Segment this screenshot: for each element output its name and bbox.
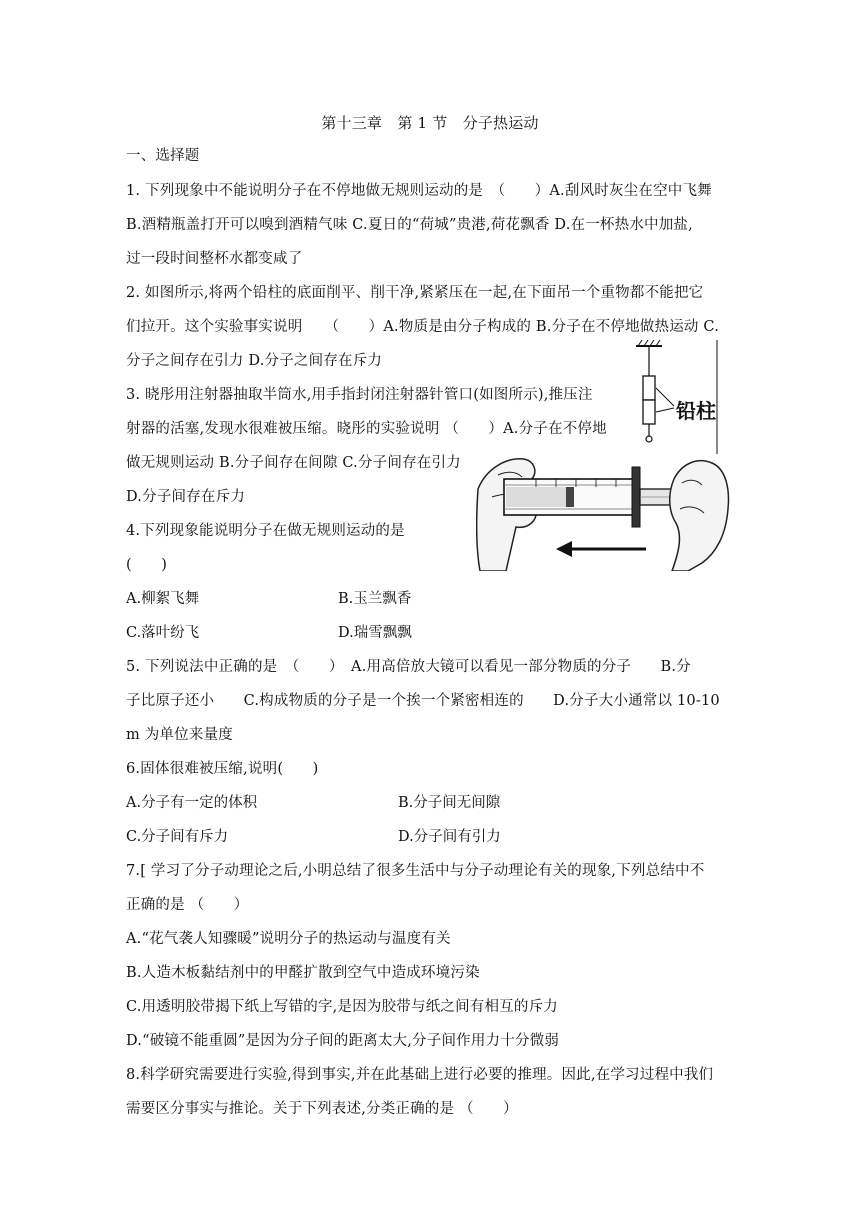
q6-option-d: D.分子间有引力: [398, 829, 501, 845]
lead-cylinder-figure: [622, 340, 722, 460]
q4-option-b: B.玉兰飘香: [338, 591, 412, 607]
section-heading: 一、选择题: [126, 148, 200, 164]
q2-line-1: 2. 如图所示,将两个铅柱的底面削平、削干净,紧紧压在一起,在下面吊一个重物都不能把它: [126, 285, 704, 301]
q4-option-a: A.柳絮飞舞: [126, 591, 200, 607]
q2-line-2: 们拉开。这个实验事实说明 （ ）A.物质是由分子构成的 B.分子在不停地做热运动 C.: [126, 319, 719, 335]
q2-line-3: 分子之间存在引力 D.分子之间存在斥力: [126, 353, 383, 369]
syringe-figure: [476, 449, 732, 571]
q5-line-2: 子比原子还小 C.构成物质的分子是一个挨一个紧密相连的 D.分子大小通常以 10-10: [126, 693, 720, 709]
q6-stem: 6.固体很难被压缩,说明( ): [126, 761, 319, 777]
q3-line-3: 做无规则运动 B.分子间存在间隙 C.分子间存在引力: [126, 455, 461, 471]
q8-line-1: 8.科学研究需要进行实验,得到事实,并在此基础上进行必要的推理。因此,在学习过程中我们: [126, 1067, 714, 1083]
q4-option-c: C.落叶纷飞: [126, 625, 200, 641]
q1-line-1: 1. 下列现象中不能说明分子在不停地做无规则运动的是 （ ）A.刮风时灰尘在空中飞舞: [126, 183, 712, 199]
figure-label: 铅柱: [676, 399, 716, 423]
q4-stem: 4.下列现象能说明分子在做无规则运动的是: [126, 523, 405, 539]
q7-option-b: B.人造木板黏结剂中的甲醛扩散到空气中造成环境污染: [126, 965, 480, 981]
q7-line-1: 7.[ 学习了分子动理论之后,小明总结了很多生活中与分子动理论有关的现象,下列总结中不: [126, 863, 705, 879]
q4-paren: ( ): [126, 557, 168, 573]
q5-line-3: m 为单位来量度: [126, 727, 233, 743]
q3-line-2: 射器的活塞,发现水很难被压缩。晓彤的实验说明 （ ）A.分子在不停地: [126, 421, 607, 437]
q5-line-1: 5. 下列说法中正确的是 （ ） A.用高倍放大镜可以看见一部分物质的分子 B.分: [126, 659, 691, 675]
q7-option-a: A.“花气袭人知骤暖”说明分子的热运动与温度有关: [126, 931, 451, 947]
q3-line-1: 3. 晓彤用注射器抽取半筒水,用手指封闭注射器针管口(如图所示),推压注: [126, 387, 593, 403]
q7-line-2: 正确的是 （ ）: [126, 897, 249, 913]
q6-option-c: C.分子间有斥力: [126, 829, 229, 845]
q3-line-4: D.分子间存在斥力: [126, 489, 246, 505]
q8-line-2: 需要区分事实与推论。关于下列表述,分类正确的是 （ ）: [126, 1101, 518, 1117]
q6-option-a: A.分子有一定的体积: [126, 795, 258, 811]
q7-option-d: D.“破镜不能重圆”是因为分子间的距离太大,分子间作用力十分微弱: [126, 1033, 560, 1049]
q6-option-b: B.分子间无间隙: [398, 795, 501, 811]
page-title: 第十三章 第 1 节 分子热运动: [321, 114, 539, 132]
q1-line-2: B.酒精瓶盖打开可以嗅到酒精气味 C.夏日的“荷城”贵港,荷花飘香 D.在一杯热水中加盐,: [126, 217, 693, 233]
q7-option-c: C.用透明胶带揭下纸上写错的字,是因为胶带与纸之间有相互的斥力: [126, 999, 558, 1015]
q4-option-d: D.瑞雪飘飘: [338, 625, 412, 641]
q1-line-3: 过一段时间整杯水都变咸了: [126, 251, 303, 267]
